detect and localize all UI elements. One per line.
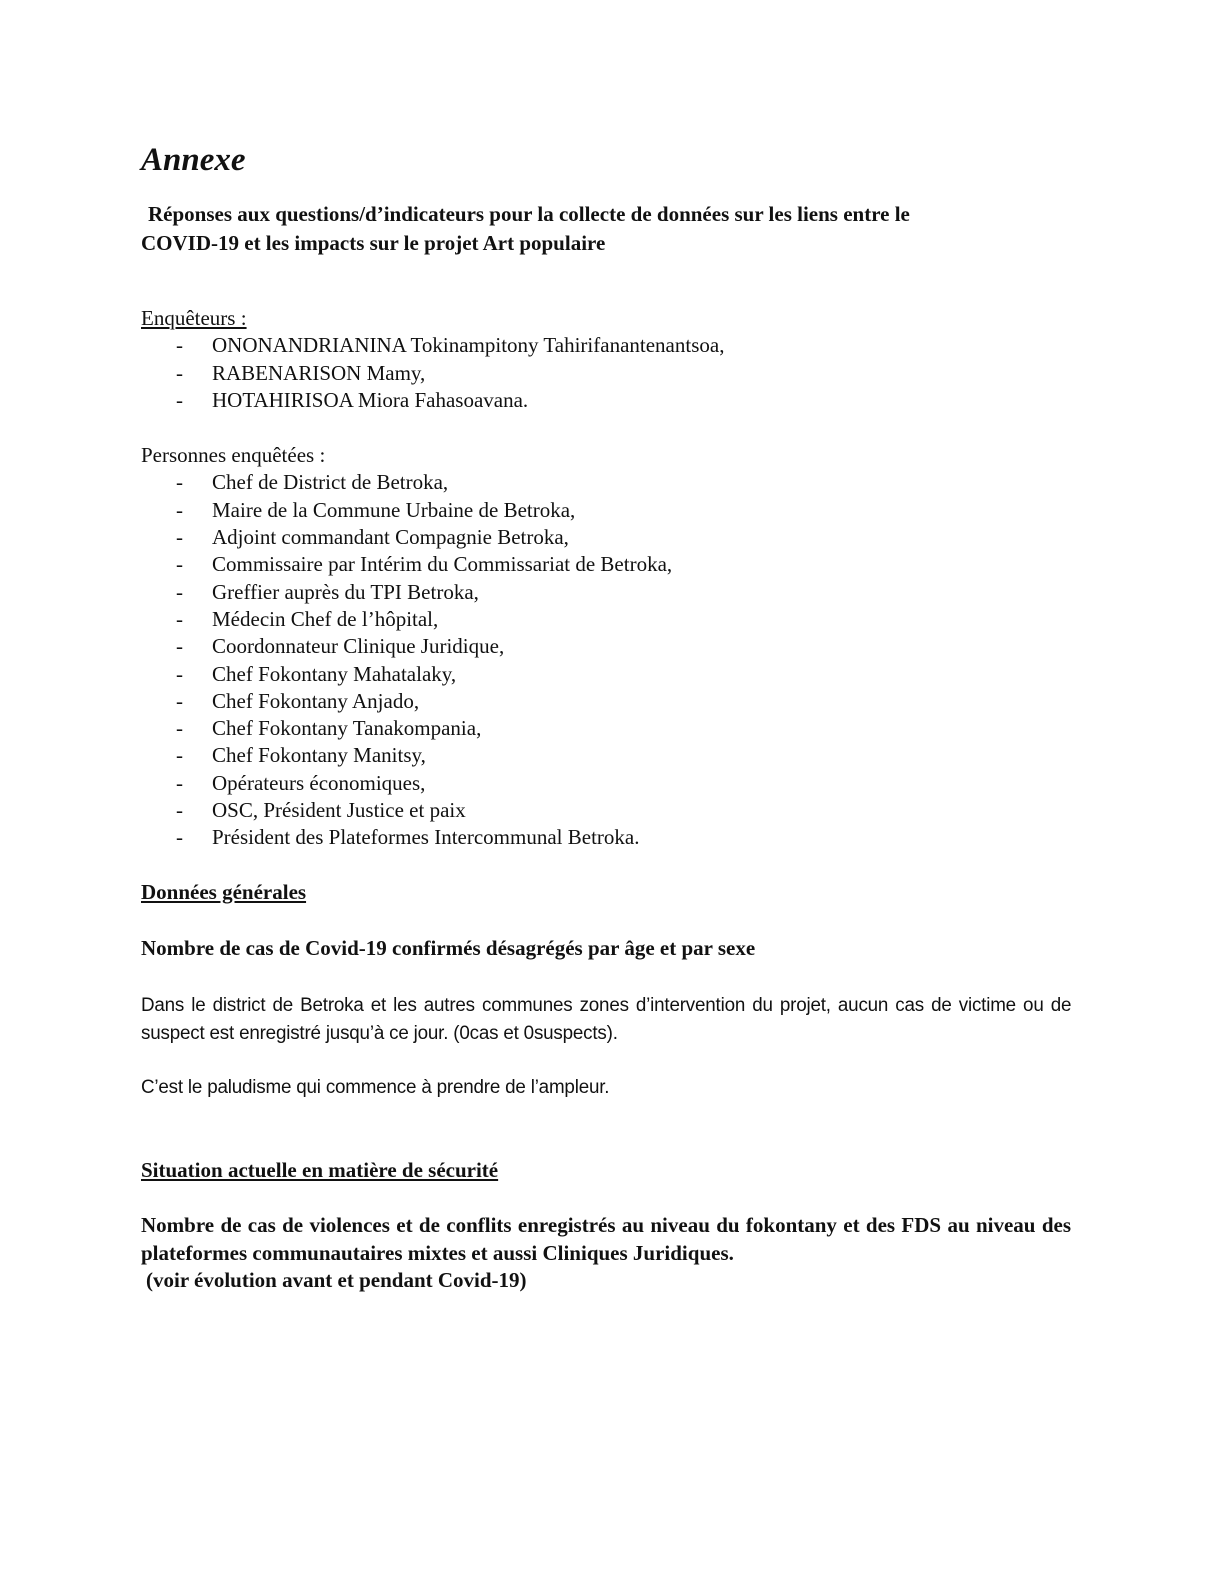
dash-bullet: -	[176, 360, 183, 385]
intro-heading	[141, 200, 1071, 258]
list-item: - HOTAHIRISOA Miora Fahasoavana.	[141, 387, 1071, 414]
personnes-list	[141, 469, 1071, 851]
list-item: - Chef Fokontany Anjado,	[141, 688, 1071, 715]
question-violence-line-2: (voir évolution avant et pendant Covid-19)	[146, 1268, 527, 1293]
paragraph-no-cases: Dans le district de Betroka et les autres communes zones d’intervention du projet, aucun cas de victime ou de suspect est enregistré jusqu’à ce jour. (0cas et 0suspects).	[141, 994, 1072, 1044]
list-item: - Commissaire par Intérim du Commissariat de Betroka,	[141, 551, 1071, 578]
list-item: - Adjoint commandant Compagnie Betroka,	[141, 524, 1071, 551]
list-item: - Chef de District de Betroka,	[141, 469, 1071, 496]
dash-bullet: -	[176, 688, 183, 713]
dash-bullet: -	[176, 661, 183, 686]
enqueteurs-label: Enquêteurs :	[141, 306, 247, 330]
page-title: Annexe	[141, 142, 246, 178]
question-violence-cases	[141, 1212, 1071, 1294]
list-item: - Coordonnateur Clinique Juridique,	[141, 633, 1071, 660]
dash-bullet: -	[176, 525, 183, 550]
list-item: - RABENARISON Mamy,	[141, 360, 1071, 387]
list-item: - ONONANDRIANINA Tokinampitony Tahirifanantenantsoa,	[141, 332, 1071, 359]
list-item: - Chef Fokontany Tanakompania,	[141, 715, 1071, 742]
list-item: - Président des Plateformes Intercommunal Betroka.	[141, 824, 1071, 851]
dash-bullet: -	[176, 743, 183, 768]
dash-bullet: -	[176, 825, 183, 850]
intro-line-2: COVID-19 et les impacts sur le projet Art populaire	[141, 231, 606, 255]
question-covid-cases: Nombre de cas de Covid-19 confirmés désagrégés par âge et par sexe	[141, 935, 756, 960]
dash-bullet: -	[176, 579, 183, 604]
dash-bullet: -	[176, 606, 183, 631]
dash-bullet: -	[176, 497, 183, 522]
list-item: - Médecin Chef de l’hôpital,	[141, 606, 1071, 633]
list-item: - Chef Fokontany Manitsy,	[141, 742, 1071, 769]
dash-bullet: -	[176, 552, 183, 577]
list-item: - Maire de la Commune Urbaine de Betroka,	[141, 497, 1071, 524]
dash-bullet: -	[176, 470, 183, 495]
dash-bullet: -	[176, 716, 183, 741]
intro-line-1: Réponses aux questions/d’indicateurs pour la collecte de données sur les liens entre le	[148, 202, 910, 226]
paragraph-malaria: C’est le paludisme qui commence à prendre de l’ampleur.	[141, 1075, 610, 1098]
enqueteurs-list	[141, 332, 1071, 414]
dash-bullet: -	[176, 333, 183, 358]
list-item: - Greffier auprès du TPI Betroka,	[141, 579, 1071, 606]
dash-bullet: -	[176, 798, 183, 823]
list-item: - Chef Fokontany Mahatalaky,	[141, 661, 1071, 688]
list-item: - OSC, Président Justice et paix	[141, 797, 1071, 824]
dash-bullet: -	[176, 387, 183, 412]
list-item: - Opérateurs économiques,	[141, 770, 1071, 797]
document-page	[141, 140, 1071, 1294]
dash-bullet: -	[176, 770, 183, 795]
section-heading-donnees: Données générales	[141, 879, 307, 904]
section-heading-securite: Situation actuelle en matière de sécurité	[141, 1158, 499, 1183]
dash-bullet: -	[176, 634, 183, 659]
question-violence-line-1: Nombre de cas de violences et de conflits enregistrés au niveau du fokontany et des FDS au niveau des plateformes communautaires mixtes et aussi Cliniques Juridiques.	[141, 1213, 1071, 1265]
personnes-label: Personnes enquêtées :	[141, 443, 326, 468]
